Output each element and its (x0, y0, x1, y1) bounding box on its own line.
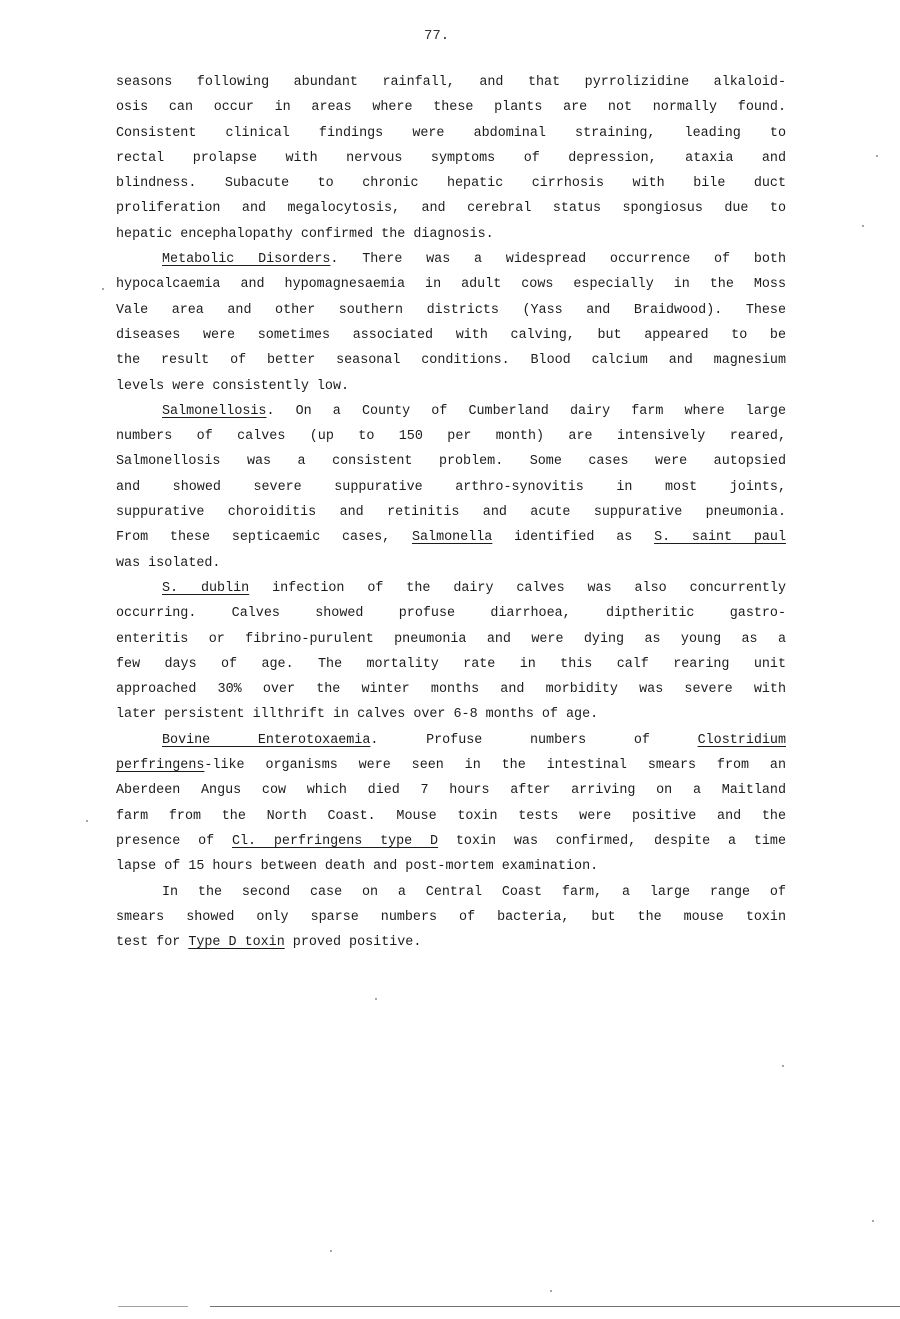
paragraph-pyrrolizidine (116, 70, 786, 247)
term-perfringens: perfringens (116, 758, 205, 774)
scan-speck (862, 225, 864, 227)
term-cl-perfringens-type-d: Cl. perfringens type D (231, 833, 439, 849)
text-line: S. dublin infection of the dairy calves was also concurrently (162, 580, 787, 596)
scan-rule-left (118, 1306, 188, 1307)
scan-speck (86, 820, 88, 822)
text-line: rectal prolapse with nervous symptoms of depression, ataxia and (116, 150, 786, 166)
text-line: numbers of calves (up to 150 per month) are intensively reared, (116, 429, 786, 445)
scan-speck (550, 1290, 552, 1292)
term-s-saint-paul: S. saint paul (654, 530, 786, 546)
text-line: Metabolic Disorders. There was a widespread occurrence of both (162, 252, 786, 268)
scan-speck (375, 998, 377, 1000)
text-line: the result of better seasonal conditions. Blood calcium and magnesium (116, 353, 786, 369)
scan-speck (782, 1065, 784, 1067)
paragraph-second-case (116, 880, 786, 956)
term-type-d-toxin: Type D toxin (188, 935, 285, 951)
text-line: Consistent clinical findings were abdominal straining, leading to (116, 125, 786, 141)
document-body (116, 70, 786, 955)
text-line: proliferation and megalocytosis, and cerebral status spongiosus due to (116, 201, 786, 217)
text-line: diseases were sometimes associated with calving, but appeared to be (116, 327, 786, 343)
text-line: From these septicaemic cases, Salmonella identified as S. saint paul (116, 530, 786, 546)
paragraph-salmonellosis (116, 399, 786, 576)
text-line: Vale area and other southern districts (Yass and Braidwood). These (116, 302, 786, 318)
term-salmonella: Salmonella (411, 530, 493, 546)
text-line: In the second case on a Central Coast farm, a large range of (162, 884, 786, 900)
text-line: farm from the North Coast. Mouse toxin tests were positive and the (116, 808, 786, 824)
text-line: lapse of 15 hours between death and post-mortem examination. (116, 859, 599, 875)
scan-speck (102, 288, 104, 290)
text-line: enteritis or fibrino-purulent pneumonia and were dying as young as a (116, 631, 786, 647)
heading-metabolic-disorders: Metabolic Disorders (162, 252, 331, 268)
text-line: approached 30% over the winter months and morbidity was severe with (116, 682, 786, 698)
text-line: suppurative choroiditis and retinitis and acute suppurative pneumonia. (116, 505, 786, 521)
scan-rule-bottom (210, 1306, 900, 1307)
text-line: was isolated. (116, 555, 221, 571)
scan-speck (876, 155, 878, 157)
text-line: few days of age. The mortality rate in this calf rearing unit (116, 656, 786, 672)
text-line: presence of Cl. perfringens type D toxin was confirmed, despite a time (116, 833, 786, 849)
page-number: 77. (424, 28, 450, 44)
text-line: later persistent illthrift in calves over 6-8 months of age. (116, 707, 599, 723)
scan-speck (872, 1220, 874, 1222)
text-line: Aberdeen Angus cow which died 7 hours after arriving on a Maitland (116, 783, 786, 799)
text-line: hepatic encephalopathy confirmed the diagnosis. (116, 226, 494, 242)
text-line: Salmonellosis was a consistent problem. Some cases were autopsied (116, 454, 786, 470)
paragraph-bovine-enterotoxaemia (116, 728, 786, 880)
text-line: Salmonellosis. On a County of Cumberland dairy farm where large (162, 403, 786, 419)
scan-speck (330, 1250, 332, 1252)
text-line: perfringens-like organisms were seen in the intestinal smears from an (116, 758, 786, 774)
heading-salmonellosis: Salmonellosis (162, 403, 267, 419)
text-line: test for Type D toxin proved positive. (116, 935, 422, 951)
text-line: smears showed only sparse numbers of bacteria, but the mouse toxin (116, 909, 786, 925)
paragraph-metabolic-disorders (116, 247, 786, 399)
paragraph-s-dublin (116, 576, 786, 728)
heading-s-dublin: S. dublin (162, 580, 250, 596)
term-clostridium: Clostridium (697, 732, 787, 748)
text-line: hypocalcaemia and hypomagnesaemia in adult cows especially in the Moss (116, 277, 786, 293)
text-line: osis can occur in areas where these plants are not normally found. (116, 100, 786, 116)
text-line: levels were consistently low. (116, 378, 350, 394)
heading-bovine-enterotoxaemia: Bovine Enterotoxaemia (162, 732, 371, 748)
text-line: blindness. Subacute to chronic hepatic cirrhosis with bile duct (116, 176, 786, 192)
text-line: seasons following abundant rainfall, and that pyrrolizidine alkaloid- (116, 75, 786, 90)
text-line: and showed severe suppurative arthro-synovitis in most joints, (116, 479, 786, 495)
text-line: Bovine Enterotoxaemia. Profuse numbers of Clostridium (162, 732, 787, 748)
text-line: occurring. Calves showed profuse diarrhoea, diptheritic gastro- (116, 606, 786, 622)
